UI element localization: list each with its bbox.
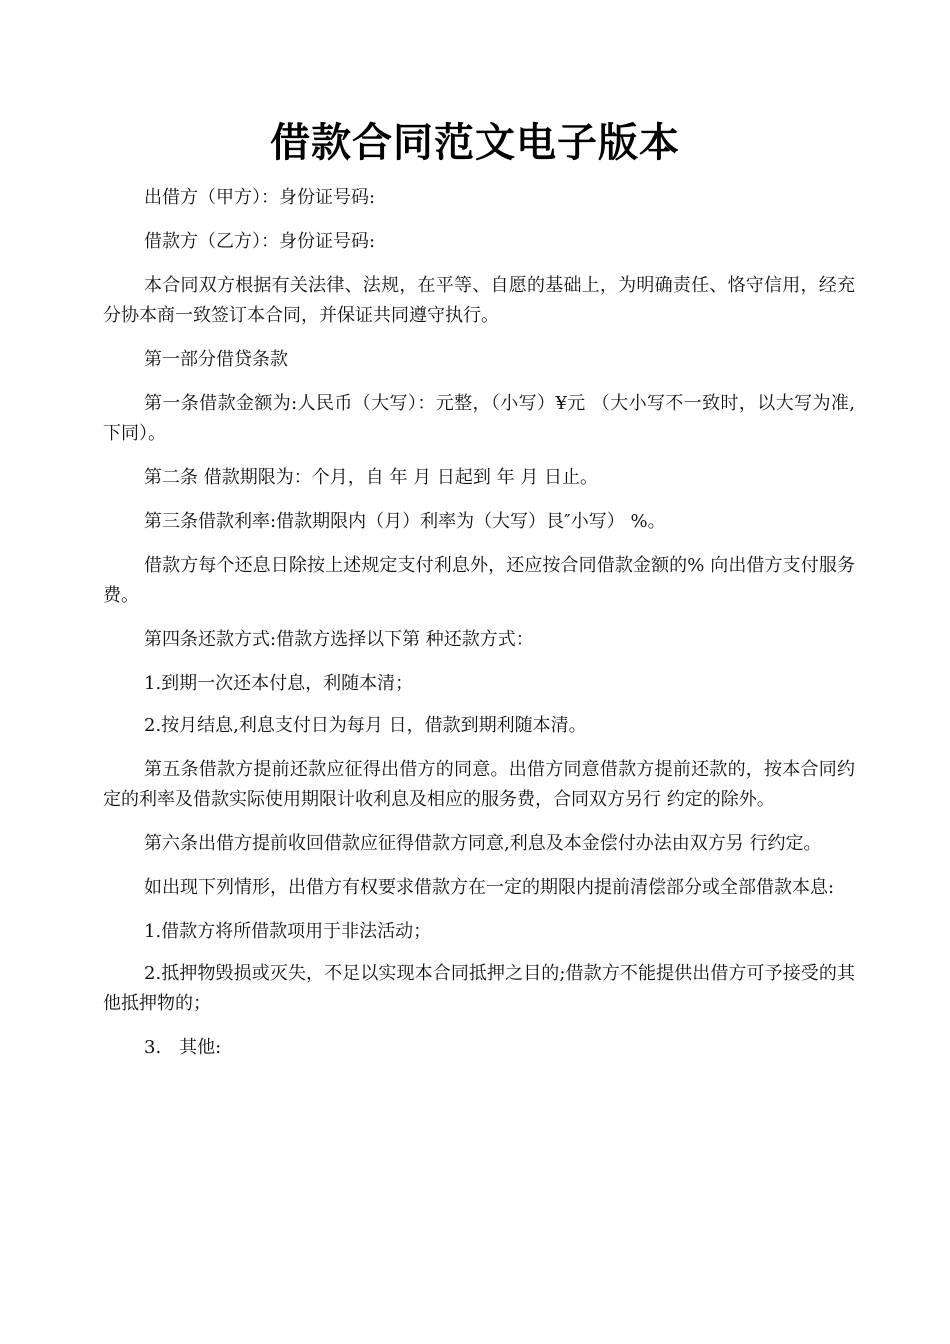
paragraph-article-6: 第六条出借方提前收回借款应征得借款方同意,利息及本金偿付办法由双方另 行约定。 [144,833,822,854]
paragraph-preamble: 本合同双方根据有关法律、法规，在平等、自愿的基础上，为明确责任、恪守信用，经充分协本商一致签订本合同，并保证共同遵守执行。 [103,275,855,326]
document-body [103,183,855,1077]
paragraph-condition-3: 3. 其他: [144,1037,222,1058]
paragraph-early-recall-conditions: 如出现下列情形，出借方有权要求借款方在一定的期限内提前清偿部分或全部借款本息: [144,877,835,898]
paragraph-repayment-option-1: 1.到期一次还本付息，利随本清； [144,673,414,694]
paragraph-condition-2: 2.抵押物毁损或灭失，不足以实现本合同抵押之目的;借款方不能提供出借方可予接受的其他抵押物的； [103,963,855,1014]
paragraph-condition-1: 1.借款方将所借款项用于非法活动； [144,921,432,942]
paragraph-article-1: 第一条借款金额为:人民币（大写）：元整，（小写）¥元 （大小写不一致时，以大写为准,下同）。 [103,393,855,444]
paragraph-article-5: 第五条借款方提前还款应征得出借方的同意。出借方同意借款方提前还款的，按本合同约定的利率及借款实际使用期限计收利息及相应的服务费，合同双方另行 约定的除外。 [103,759,855,810]
paragraph-article-3: 第三条借款利率:借款期限内（月）利率为（大写）艮″小写） %。 [144,511,666,532]
document-title: 借款合同范文电子版本 [270,119,680,166]
paragraph-lender: 出借方（甲方）：身份证号码: [144,187,376,208]
paragraph-part-one-heading: 第一部分借贷条款 [144,349,288,370]
paragraph-repayment-option-2: 2.按月结息,利息支付日为每月 日，借款到期利随本清。 [144,715,587,736]
paragraph-service-fee: 借款方每个还息日除按上述规定支付利息外，还应按合同借款金额的% 向出借方支付服务费。 [103,555,855,606]
paragraph-article-4: 第四条还款方式:借款方选择以下第 种还款方式： [144,629,534,650]
paragraph-article-2: 第二条 借款期限为：个月，自 年 月 日起到 年 月 日止。 [144,467,599,488]
paragraph-borrower: 借款方（乙方）：身份证号码: [144,231,376,252]
